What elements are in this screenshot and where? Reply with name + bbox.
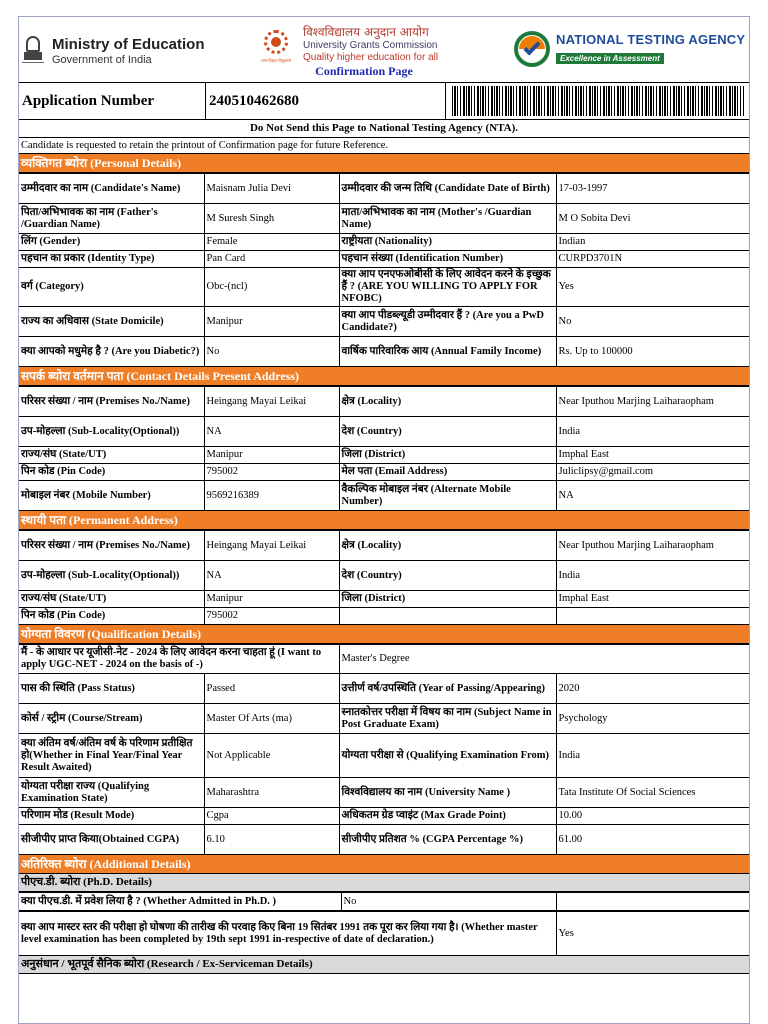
field-value: Manipur xyxy=(204,591,339,608)
field-label: उम्मीदवार की जन्म तिथि (Candidate Date of Birth) xyxy=(339,174,556,204)
phd-details-table xyxy=(19,892,750,911)
master-1991-label: क्या आप मास्टर स्तर की परीक्षा हो घोषणा की तारीख की परवाह किए बिना 19 सितंबर 1991 तक पूरा कर लिया गया है। (Whether master level examination has been completed by 19th sept 1991 in-respective of date of declaration.) xyxy=(19,912,556,956)
field-value: 6.10 xyxy=(204,825,339,855)
field-value: Psychology xyxy=(556,704,750,734)
field-label: लिंग (Gender) xyxy=(19,234,204,251)
field-label: राज्य/संघ (State/UT) xyxy=(19,447,204,464)
field-label: विश्वविद्यालय का नाम (University Name ) xyxy=(339,778,556,808)
field-label: जिला (District) xyxy=(339,447,556,464)
field-value: Near Iputhou Marjing Laiharaopham xyxy=(556,531,750,561)
field-label: पिन कोड (Pin Code) xyxy=(19,608,204,625)
field-value: Female xyxy=(204,234,339,251)
field-value: Master Of Arts (ma) xyxy=(204,704,339,734)
field-value: India xyxy=(556,734,750,778)
field-value: 10.00 xyxy=(556,808,750,825)
retain-printout-text: Candidate is requested to retain the printout of Confirmation page for future Reference. xyxy=(19,138,749,154)
barcode-icon xyxy=(452,86,744,116)
table-row xyxy=(19,645,750,674)
table-row xyxy=(19,591,750,608)
field-value: No xyxy=(556,307,750,337)
field-value: India xyxy=(556,417,750,447)
field-value: Obc-(ncl) xyxy=(204,268,339,307)
table-row xyxy=(19,778,750,808)
field-value: Maharashtra xyxy=(204,778,339,808)
table-row xyxy=(19,174,750,204)
table-row xyxy=(19,447,750,464)
table-row xyxy=(19,204,750,234)
field-label: सीजीपीए प्रतिशत % (CGPA Percentage %) xyxy=(339,825,556,855)
application-number-value: 240510462680 xyxy=(206,83,446,119)
field-value: CURPD3701N xyxy=(556,251,750,268)
ugc-tagline: Quality higher education for all xyxy=(303,52,439,63)
qualification-details-table xyxy=(19,644,750,855)
field-value xyxy=(556,608,750,625)
field-value: Cgpa xyxy=(204,808,339,825)
table-row xyxy=(19,268,750,307)
table-row xyxy=(19,417,750,447)
master-1991-value: Yes xyxy=(556,912,750,956)
table-row xyxy=(19,912,750,956)
table-row xyxy=(19,307,750,337)
section-personal-details: व्यक्तिगत ब्योरा (Personal Details) xyxy=(19,154,749,173)
field-value: Manipur xyxy=(204,447,339,464)
table-row xyxy=(19,561,750,591)
permanent-address-table xyxy=(19,530,750,625)
field-value: Imphal East xyxy=(556,447,750,464)
table-row xyxy=(19,234,750,251)
field-value: 795002 xyxy=(204,608,339,625)
field-label: उत्तीर्ण वर्ष/उपस्थिति (Year of Passing/Appearing) xyxy=(339,674,556,704)
field-label: कोर्स / स्ट्रीम (Course/Stream) xyxy=(19,704,204,734)
field-label: क्या आपको मधुमेह है ? (Are you Diabetic?) xyxy=(19,337,204,367)
field-value: Yes xyxy=(556,268,750,307)
field-label: परिणाम मोड (Result Mode) xyxy=(19,808,204,825)
field-value: 61.00 xyxy=(556,825,750,855)
field-label: क्या आप पीडब्ल्यूडी उम्मीदवार हैं ? (Are you a PwD Candidate?) xyxy=(339,307,556,337)
field-value: India xyxy=(556,561,750,591)
application-number-label: Application Number xyxy=(19,83,206,119)
confirmation-page xyxy=(18,16,750,1024)
table-row xyxy=(19,531,750,561)
ugc-emblem-icon: ज्ञान-विज्ञान विमुक्तये xyxy=(259,28,293,62)
table-row xyxy=(19,704,750,734)
field-label: पास की स्थिति (Pass Status) xyxy=(19,674,204,704)
field-label: राष्ट्रीयता (Nationality) xyxy=(339,234,556,251)
field-label: राज्य/संघ (State/UT) xyxy=(19,591,204,608)
page-header xyxy=(19,17,749,82)
field-value: Maisnam Julia Devi xyxy=(204,174,339,204)
field-label: योग्यता परीक्षा से (Qualifying Examination From) xyxy=(339,734,556,778)
section-phd-details: पीएच.डी. ब्योरा (Ph.D. Details) xyxy=(19,874,749,892)
field-label: जिला (District) xyxy=(339,591,556,608)
table-row xyxy=(19,734,750,778)
phd-admitted-label: क्या पीएच.डी. में प्रवेश लिया है ? (Whether Admitted in Ph.D. ) xyxy=(19,893,341,911)
section-permanent-address: स्थायी पता (Permanent Address) xyxy=(19,511,749,530)
field-label xyxy=(339,608,556,625)
table-row xyxy=(19,893,750,911)
field-value: Heingang Mayai Leikai xyxy=(204,387,339,417)
field-label: स्नातकोत्तर परीक्षा में विषय का नाम (Subject Name in Post Graduate Exam) xyxy=(339,704,556,734)
phd-admitted-value: No xyxy=(341,893,556,911)
field-label: उप-मोहल्ला (Sub-Locality(Optional)) xyxy=(19,417,204,447)
field-label: परिसर संख्या / नाम (Premises No./Name) xyxy=(19,531,204,561)
field-value: Tata Institute Of Social Sciences xyxy=(556,778,750,808)
application-number-row xyxy=(19,82,749,120)
qualification-basis-label: मैं - के आधार पर यूजीसी-नेट - 2024 के लिए आवेदन करना चाहता हूं (I want to apply UGC-NET - 2024 on the basis of -) xyxy=(19,645,339,674)
section-additional-details: अतिरिक्त ब्योरा (Additional Details) xyxy=(19,855,749,874)
table-row xyxy=(19,251,750,268)
field-label: वैकल्पिक मोबाइल नंबर (Alternate Mobile Number) xyxy=(339,481,556,511)
field-value: 795002 xyxy=(204,464,339,481)
field-label: देश (Country) xyxy=(339,561,556,591)
field-label: उम्मीदवार का नाम (Candidate's Name) xyxy=(19,174,204,204)
field-label: पहचान संख्या (Identification Number) xyxy=(339,251,556,268)
table-row xyxy=(19,608,750,625)
master-1991-table xyxy=(19,911,750,956)
field-value: Heingang Mayai Leikai xyxy=(204,531,339,561)
nta-logo xyxy=(514,29,745,69)
section-contact-details: सपर्क ब्योरा वर्तमान पता (Contact Details Present Address) xyxy=(19,367,749,386)
field-label: पिता/अभिभावक का नाम (Father's /Guardian Name) xyxy=(19,204,204,234)
field-value: Manipur xyxy=(204,307,339,337)
field-value: Juliclipsy@gmail.com xyxy=(556,464,750,481)
field-label: देश (Country) xyxy=(339,417,556,447)
table-row xyxy=(19,808,750,825)
field-label: वर्ग (Category) xyxy=(19,268,204,307)
field-value: Near Iputhou Marjing Laiharaopham xyxy=(556,387,750,417)
moe-logo xyxy=(22,31,205,71)
field-value: Passed xyxy=(204,674,339,704)
field-value: Indian xyxy=(556,234,750,251)
nta-tagline: Excellence in Assessment xyxy=(556,53,664,64)
field-value: No xyxy=(204,337,339,367)
table-row xyxy=(19,674,750,704)
field-label: योग्यता परीक्षा राज्य (Qualifying Examination State) xyxy=(19,778,204,808)
field-label: उप-मोहल्ला (Sub-Locality(Optional)) xyxy=(19,561,204,591)
field-label: राज्य का अधिवास (State Domicile) xyxy=(19,307,204,337)
national-emblem-icon xyxy=(22,34,44,68)
field-value: 9569216389 xyxy=(204,481,339,511)
field-value: Rs. Up to 100000 xyxy=(556,337,750,367)
qualification-basis-value: Master's Degree xyxy=(339,645,750,674)
ugc-english-name: University Grants Commission xyxy=(303,40,438,51)
field-label: क्या आप एनएफओबीसी के लिए आवेदन करने के इच्छुक हैं ? (ARE YOU WILLING TO APPLY FOR NFOBC) xyxy=(339,268,556,307)
page-title: Confirmation Page xyxy=(315,64,413,78)
section-qualification-details: योग्यता विवरण (Qualification Details) xyxy=(19,625,749,644)
field-value: Pan Card xyxy=(204,251,339,268)
field-value: Imphal East xyxy=(556,591,750,608)
field-label: क्या अंतिम वर्ष/अंतिम वर्ष के परिणाम प्रतीक्षित हो(Whether in Final Year/Final Year Result Awaited) xyxy=(19,734,204,778)
table-row xyxy=(19,464,750,481)
field-label: सीजीपीए प्राप्त किया(Obtained CGPA) xyxy=(19,825,204,855)
field-value: 2020 xyxy=(556,674,750,704)
field-label: क्षेत्र (Locality) xyxy=(339,531,556,561)
barcode xyxy=(446,83,749,119)
field-label: परिसर संख्या / नाम (Premises No./Name) xyxy=(19,387,204,417)
table-row xyxy=(19,337,750,367)
field-label: मोबाइल नंबर (Mobile Number) xyxy=(19,481,204,511)
ugc-hindi-name: विश्वविद्यालय अनुदान आयोग xyxy=(303,25,429,39)
nta-emblem-icon xyxy=(514,31,550,67)
field-value: NA xyxy=(204,417,339,447)
field-label: क्षेत्र (Locality) xyxy=(339,387,556,417)
field-label: पहचान का प्रकार (Identity Type) xyxy=(19,251,204,268)
field-value: M O Sobita Devi xyxy=(556,204,750,234)
field-label: मेल पता (Email Address) xyxy=(339,464,556,481)
personal-details-table xyxy=(19,173,750,367)
field-label: अधिकतम ग्रेड प्वाइंट (Max Grade Point) xyxy=(339,808,556,825)
contact-details-table xyxy=(19,386,750,511)
section-research-details: अनुसंधान / भूतपूर्व सैनिक ब्योरा (Research / Ex-Serviceman Details) xyxy=(19,956,749,974)
field-value: M Suresh Singh xyxy=(204,204,339,234)
do-not-send-notice: Do Not Send this Page to National Testing Agency (NTA). xyxy=(19,120,749,138)
field-value: NA xyxy=(556,481,750,511)
field-value: 17-03-1997 xyxy=(556,174,750,204)
moe-subtitle: Government of India xyxy=(52,53,152,66)
table-row xyxy=(19,825,750,855)
field-label: माता/अभिभावक का नाम (Mother's /Guardian Name) xyxy=(339,204,556,234)
table-row xyxy=(19,387,750,417)
field-value: NA xyxy=(204,561,339,591)
nta-title: NATIONAL TESTING AGENCY xyxy=(556,32,746,47)
field-label: वार्षिक पारिवारिक आय (Annual Family Income) xyxy=(339,337,556,367)
table-row xyxy=(19,481,750,511)
field-value: Not Applicable xyxy=(204,734,339,778)
moe-title: Ministry of Education xyxy=(52,35,205,53)
field-label: पिन कोड (Pin Code) xyxy=(19,464,204,481)
